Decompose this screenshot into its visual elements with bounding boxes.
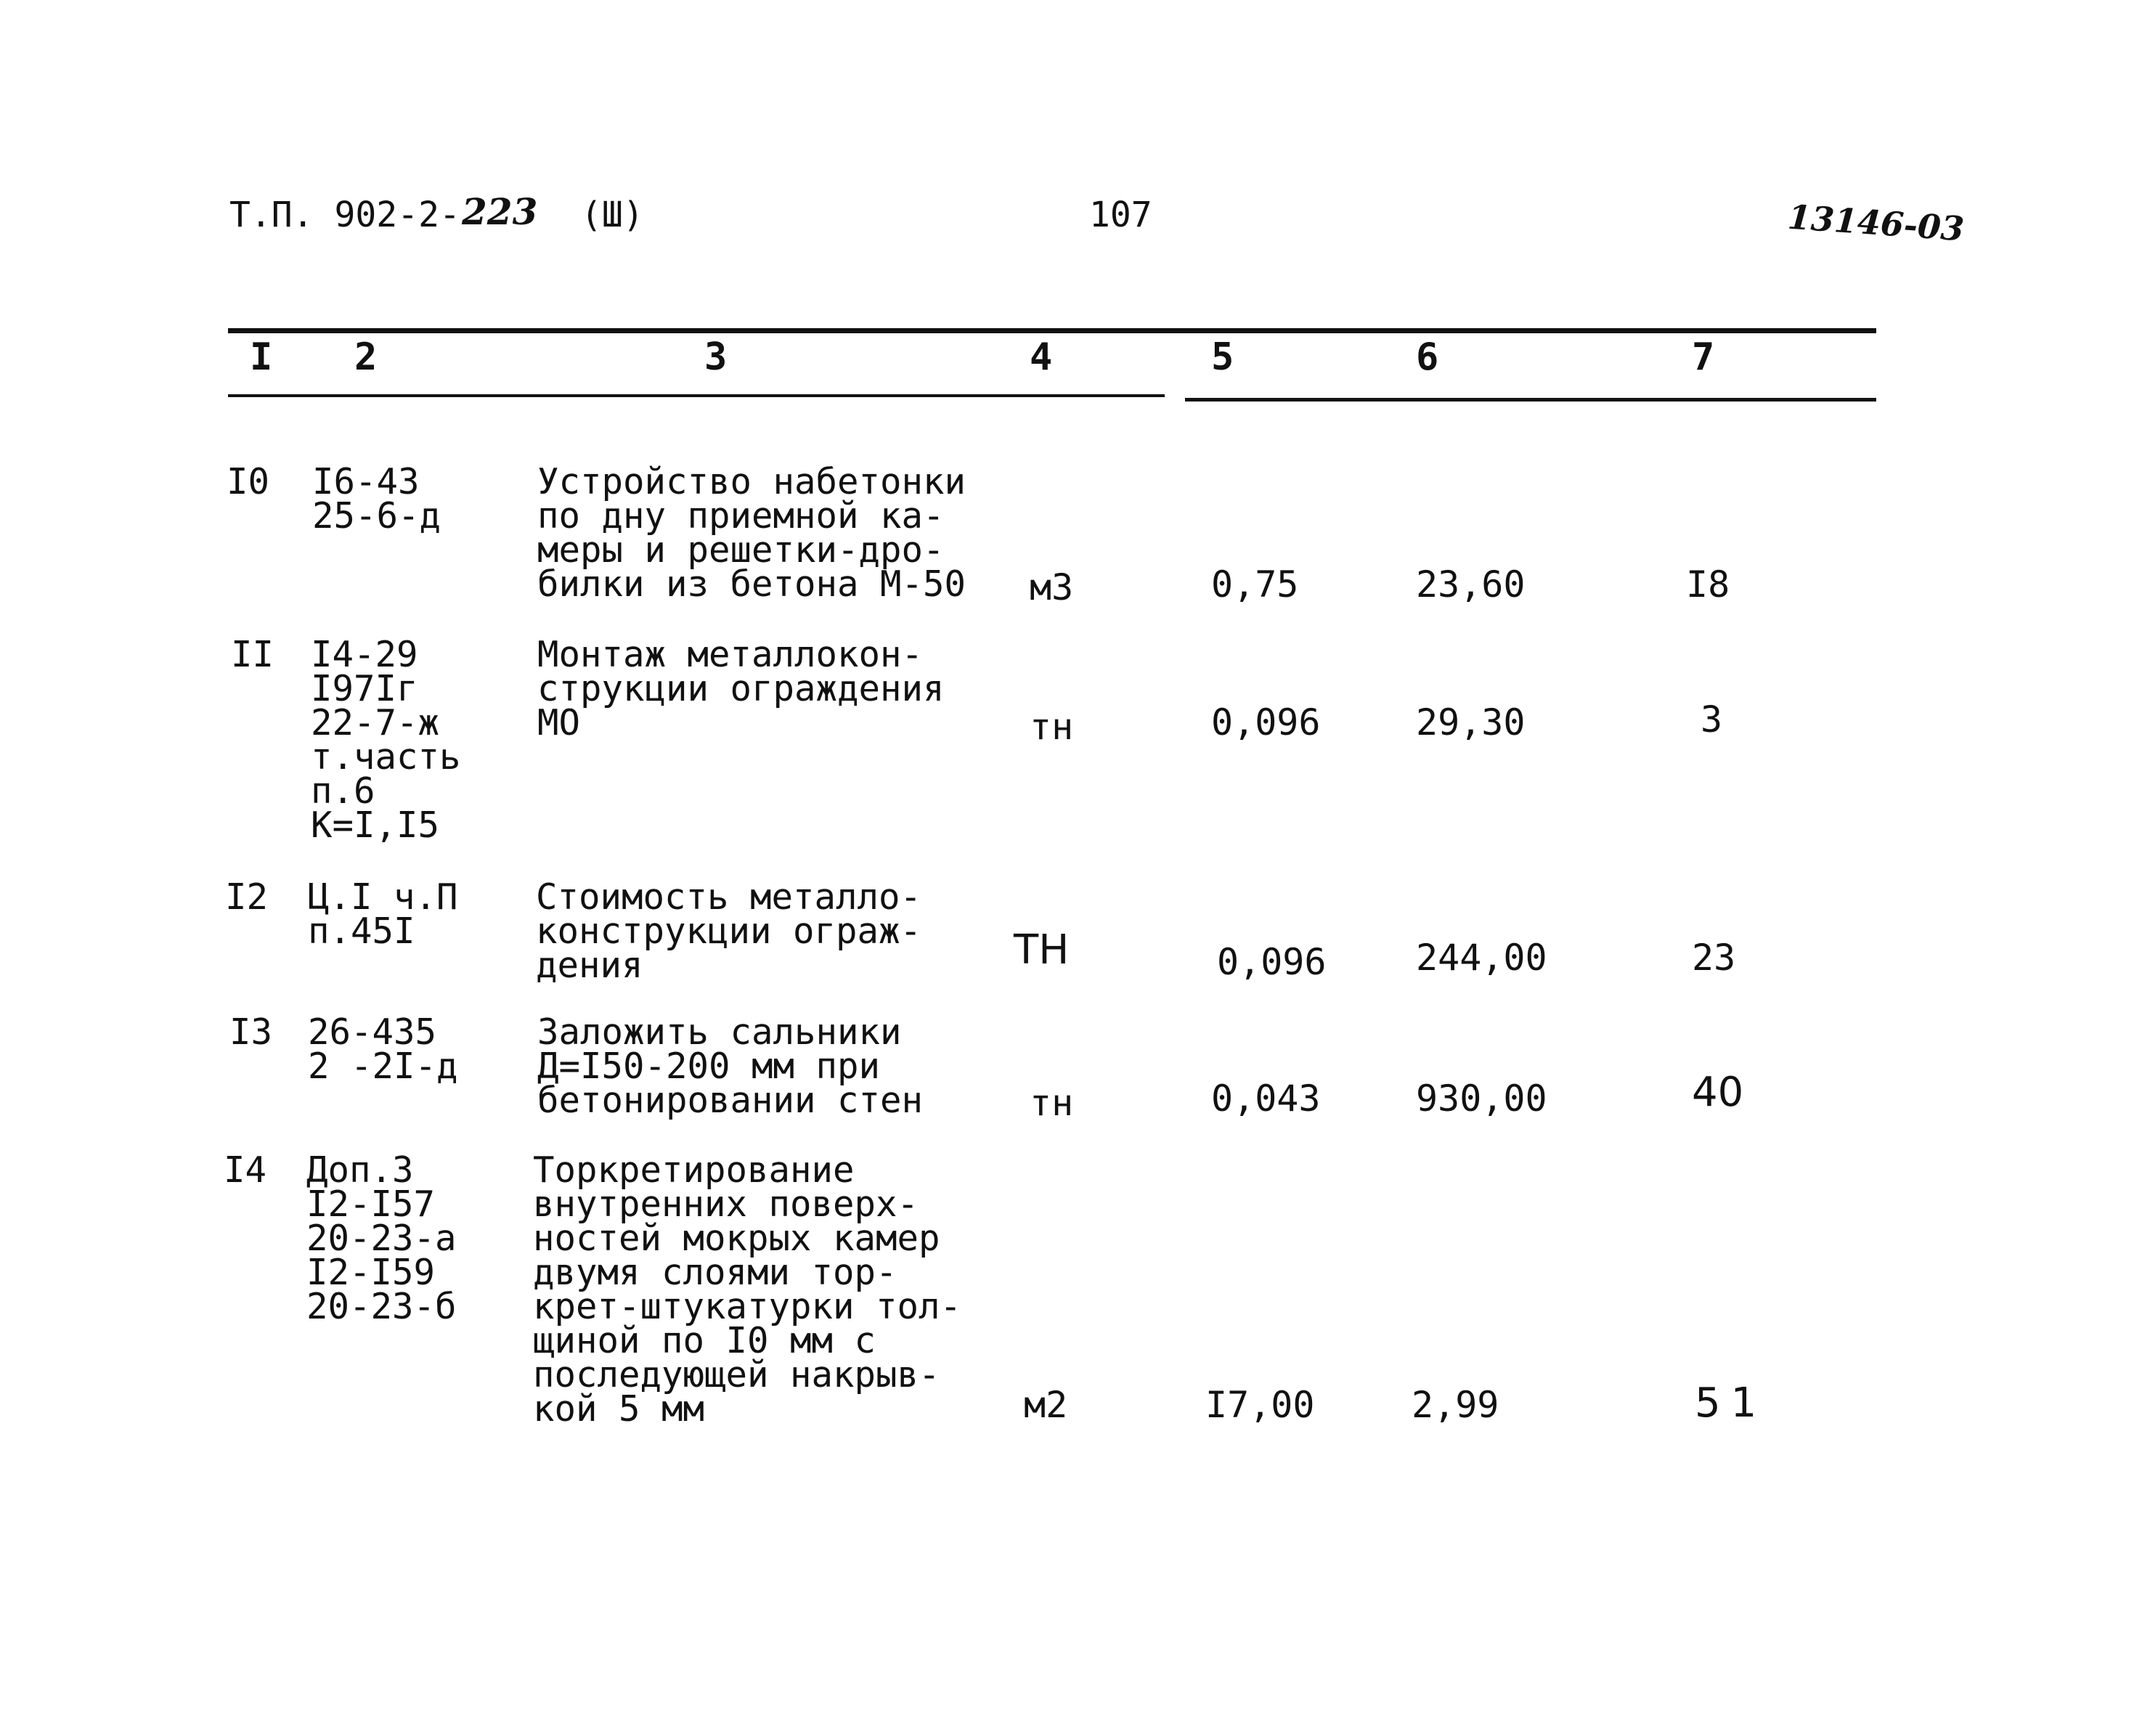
unit: м3	[1030, 566, 1074, 608]
row-number: I0	[227, 461, 270, 502]
column-number-1: I	[250, 335, 273, 379]
document-prefix: Т.П. 902-2-	[229, 195, 460, 235]
work-description: Заложить сальники Д=I50-200 мм при бетонировании стен	[537, 1011, 924, 1121]
quantity: 0,096	[1211, 701, 1321, 743]
unit: ТН	[1014, 926, 1070, 974]
document-number: 223	[462, 190, 538, 233]
quantity: 0,75	[1211, 563, 1299, 606]
norm-code: I6-43 25-6-д	[312, 461, 441, 537]
norm-code: I4-29 I97Iг 22-7-ж т.часть п.6 К=I,I5	[311, 634, 461, 846]
column-number-5: 5	[1211, 335, 1234, 379]
table-header-rule-right	[1185, 398, 1876, 402]
total-cost: 51	[1695, 1380, 1767, 1427]
row-number: I3	[229, 1011, 273, 1053]
row-number: I2	[225, 876, 269, 918]
row-number: II	[231, 634, 274, 675]
archive-code: 13146-03	[1786, 197, 1966, 249]
total-cost: 3	[1701, 698, 1723, 741]
unit: тн	[1030, 706, 1074, 748]
quantity: 0,043	[1211, 1077, 1321, 1120]
row-number: I4	[224, 1149, 267, 1191]
work-description: Монтаж металлокон- струкции ограждения МО	[537, 634, 945, 743]
column-number-7: 7	[1692, 335, 1715, 379]
column-number-6: 6	[1416, 335, 1439, 379]
unit: тн	[1030, 1082, 1074, 1124]
quantity: 0,096	[1217, 941, 1327, 983]
column-number-2: 2	[354, 335, 378, 379]
unit-price: 244,00	[1416, 937, 1547, 979]
total-cost: 23	[1692, 937, 1736, 979]
total-cost: I8	[1686, 563, 1730, 606]
unit-price: 930,00	[1416, 1077, 1547, 1120]
norm-code: Ц.I ч.П п.45I	[308, 876, 458, 952]
work-description: Устройство набетонки по дну приемной ка- меры и решетки-дро- билки из бетона М-50	[537, 461, 966, 605]
unit-price: 23,60	[1416, 563, 1526, 606]
quantity: I7,00	[1205, 1384, 1315, 1426]
unit: м2	[1024, 1384, 1068, 1426]
column-number-4: 4	[1030, 335, 1053, 379]
table-header-rule-left	[228, 394, 1165, 397]
total-cost: 40	[1692, 1069, 1744, 1116]
document-section: (Ш)	[581, 195, 644, 235]
table-top-rule	[228, 328, 1876, 333]
work-description: Стоимость металло- конструкции ограж- дения	[536, 876, 922, 986]
norm-code: 26-435 2 -2I-д	[308, 1011, 458, 1087]
norm-code: Доп.3 I2-I57 20-23-а I2-I59 20-23-б	[306, 1149, 457, 1327]
column-number-3: 3	[704, 335, 728, 379]
unit-price: 2,99	[1412, 1384, 1499, 1426]
work-description: Торкретирование внутренних поверх- ностей мокрых камер двумя слоями тор- крет-штукатурки тол- щиной по I0 мм с последующей накрыв- кой 5 мм	[533, 1149, 962, 1430]
unit-price: 29,30	[1416, 701, 1526, 743]
page-number: 107	[1089, 195, 1152, 235]
